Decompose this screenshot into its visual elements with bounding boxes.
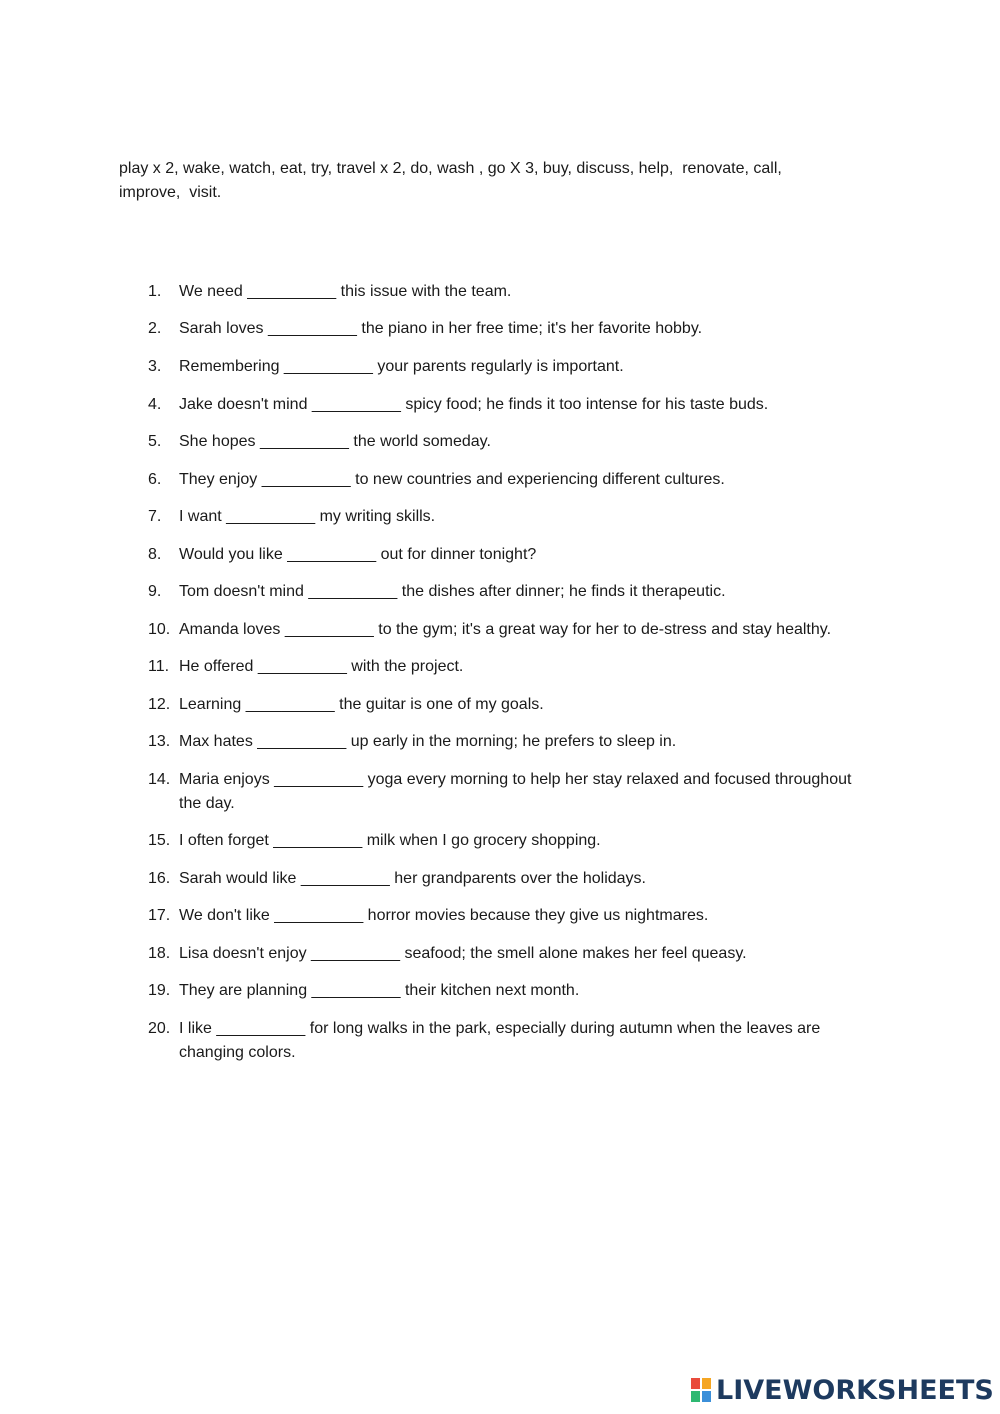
item-number: 13. [148, 733, 171, 750]
item-text: Sarah would like __________ her grandparents over the holidays. [179, 870, 646, 887]
item-text: I like __________ for long walks in the park, especially during autumn when the leaves are changing colors. [179, 1020, 825, 1061]
item-text: Jake doesn't mind __________ spicy food; he finds it too intense for his taste buds. [179, 396, 769, 413]
logo-blocks-icon [690, 1377, 712, 1403]
item-number: 20. [148, 1020, 171, 1037]
item-number: 15. [148, 832, 171, 849]
logo-block-blue [702, 1391, 711, 1402]
item-text: Lisa doesn't enjoy __________ seafood; the smell alone makes her feel queasy. [179, 945, 747, 962]
item-number: 5. [148, 433, 162, 450]
logo-block-red [691, 1378, 700, 1389]
item-number: 18. [148, 945, 171, 962]
item-text: Tom doesn't mind __________ the dishes after dinner; he finds it therapeutic. [179, 583, 726, 600]
item-number: 4. [148, 396, 162, 413]
item-text: They enjoy __________ to new countries and experiencing different cultures. [179, 471, 725, 488]
word-bank: play x 2, wake, watch, eat, try, travel x 2, do, wash , go X 3, buy, discuss, help, renovate, call, improve, visit. [119, 160, 787, 201]
item-number: 8. [148, 546, 162, 563]
item-number: 17. [148, 907, 171, 924]
logo-block-green [691, 1391, 700, 1402]
item-text: She hopes __________ the world someday. [179, 433, 491, 450]
item-text: I often forget __________ milk when I go grocery shopping. [179, 832, 601, 849]
item-number: 2. [148, 320, 162, 337]
item-number: 19. [148, 982, 171, 999]
item-text: Maria enjoys __________ yoga every morning to help her stay relaxed and focused throughout the day. [179, 771, 856, 812]
item-number: 14. [148, 771, 171, 788]
logo-text: LIVEWORKSHEETS [716, 1374, 994, 1406]
item-text: We don't like __________ horror movies because they give us nightmares. [179, 907, 709, 924]
item-number: 1. [148, 283, 162, 300]
item-number: 12. [148, 696, 171, 713]
item-text: Remembering __________ your parents regularly is important. [179, 358, 624, 375]
item-text: Would you like __________ out for dinner tonight? [179, 546, 537, 563]
item-number: 7. [148, 508, 162, 525]
item-number: 6. [148, 471, 162, 488]
item-number: 10. [148, 621, 171, 638]
item-number: 9. [148, 583, 162, 600]
item-text: Sarah loves __________ the piano in her free time; it's her favorite hobby. [179, 320, 703, 337]
item-text: We need __________ this issue with the team. [179, 283, 512, 300]
item-text: Learning __________ the guitar is one of my goals. [179, 696, 544, 713]
item-number: 11. [148, 658, 170, 675]
item-text: He offered __________ with the project. [179, 658, 464, 675]
item-text: They are planning __________ their kitchen next month. [179, 982, 580, 999]
item-number: 3. [148, 358, 162, 375]
item-number: 16. [148, 870, 171, 887]
liveworksheets-logo [690, 1374, 994, 1406]
item-text: I want __________ my writing skills. [179, 508, 436, 525]
logo-block-orange [702, 1378, 711, 1389]
item-text: Max hates __________ up early in the morning; he prefers to sleep in. [179, 733, 677, 750]
item-text: Amanda loves __________ to the gym; it's a great way for her to de-stress and stay healthy. [179, 621, 832, 638]
